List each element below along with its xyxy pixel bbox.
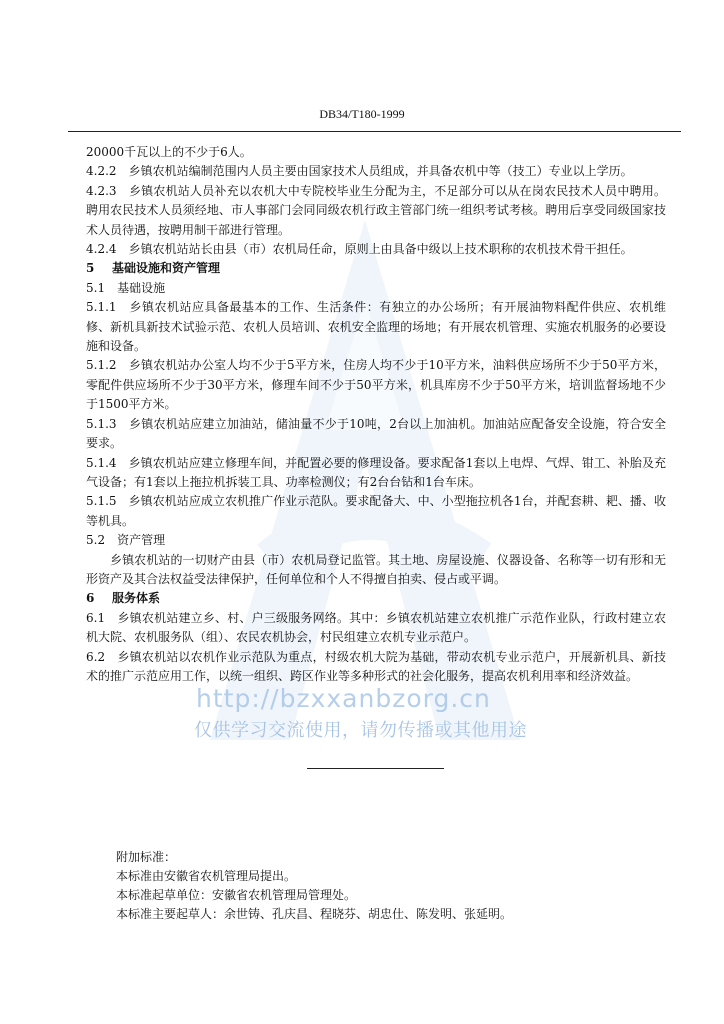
section-6-heading: 6 服务体系 <box>86 591 161 606</box>
appendix <box>116 848 512 924</box>
paragraph: 20000千瓦以上的不少于6人。 <box>86 145 252 159</box>
clause-4-2-2: 4.2.2 乡镇农机站编制范围内人员主要由国家技术人员组成，并具备农机中等（技工）专业以上学历。 <box>86 164 633 179</box>
standard-code: DB34/T180-1999 <box>319 107 405 121</box>
section-5-2-heading: 5.2 资产管理 <box>86 533 166 548</box>
appendix-line: 本标准由安徽省农机管理局提出。 <box>116 869 297 883</box>
header-rule <box>68 131 681 132</box>
clause-4-2-4: 4.2.4 乡镇农机站站长由县（市）农机局任命，原则上由具备中级以上技术职称的农机技术骨干担任。 <box>86 242 633 257</box>
section-5-heading: 5 基础设施和资产管理 <box>86 261 221 276</box>
section-5-1-heading: 5.1 基础设施 <box>86 280 166 295</box>
clause-6-1: 6.1 乡镇农机站建立乡、村、户三级服务网络。其中：乡镇农机站建立农机推广示范作业队，行政村建立农机大院、农机服务队（组）、农民农机协会，村民组建立农机专业示范户。 <box>86 610 666 645</box>
appendix-line: 本标准主要起草人：余世铸、孔庆昌、程晓芬、胡忠仕、陈发明、张延明。 <box>116 907 513 921</box>
clause-5-1-1: 5.1.1 乡镇农机站应具备最基本的工作、生活条件：有独立的办公场所；有开展油物料配件供应、农机维修、新机具新技术试验示范、农机人员培训、农机安全监理的场地；有开展农机管理、实施农机服务的必要设施和设备。 <box>86 300 666 354</box>
clause-6-2: 6.2 乡镇农机站以农机作业示范队为重点，村级农机大院为基础，带动农机专业示范户，开展新机具、新技术的推广示范应用工作，以统一组织、跨区作业等多种形式的社会化服务，提高农机利用率和经济效益。 <box>86 649 666 683</box>
clause-5-1-5: 5.1.5 乡镇农机站应成立农机推广作业示范队。要求配备大、中、小型拖拉机各1台，并配套耕、耙、播、收等机具。 <box>86 494 666 528</box>
end-rule <box>307 768 444 769</box>
clause-5-1-3: 5.1.3 乡镇农机站应建立加油站，储油量不少于10吨，2台以上加油机。加油站应配备安全设施，符合安全要求。 <box>86 416 666 451</box>
appendix-title: 附加标准： <box>116 850 177 864</box>
document-body <box>86 143 666 686</box>
watermark-url: http://bzxxanbzorg.cn <box>196 684 491 713</box>
appendix-line: 本标准起草单位：安徽省农机管理局管理处。 <box>116 888 357 902</box>
clause-5-1-2: 5.1.2 乡镇农机站办公室人均不少于5平方米，住房人均不少于10平方米，油料供应场所不少于50平方米，零配件供应场所不少于30平方米，修理车间不少于50平方米，机具库房不少于50平方米，培训监督场地不少于1500平方米。 <box>86 358 666 412</box>
clause-5-1-4: 5.1.4 乡镇农机站应建立修理车间，并配置必要的修理设备。要求配备1套以上电焊、气焊、钳工、补胎及充气设备；有1套以上拖拉机拆装工具、功率检测仪；有2台台钻和1台车床。 <box>86 455 666 489</box>
asset-management-text: 乡镇农机站的一切财产由县（市）农机局登记监管。其土地、房屋设施、仪器设备、名称等一切有形和无形资产及其合法权益受法律保护，任何单位和个人不得擅自拍卖、侵占或平调。 <box>86 552 666 586</box>
watermark-note: 仅供学习交流使用，请勿传播或其他用途 <box>194 720 527 741</box>
clause-4-2-3: 4.2.3 乡镇农机站人员补充以农机大中专院校毕业生分配为主，不足部分可以从在岗农民技术人员中聘用。聘用农民技术人员须经地、市人事部门会同同级农机行政主管部门统一组织考试考核。聘用后享受同级国家技术人员待遇，按聘用制干部进行管理。 <box>86 183 666 237</box>
